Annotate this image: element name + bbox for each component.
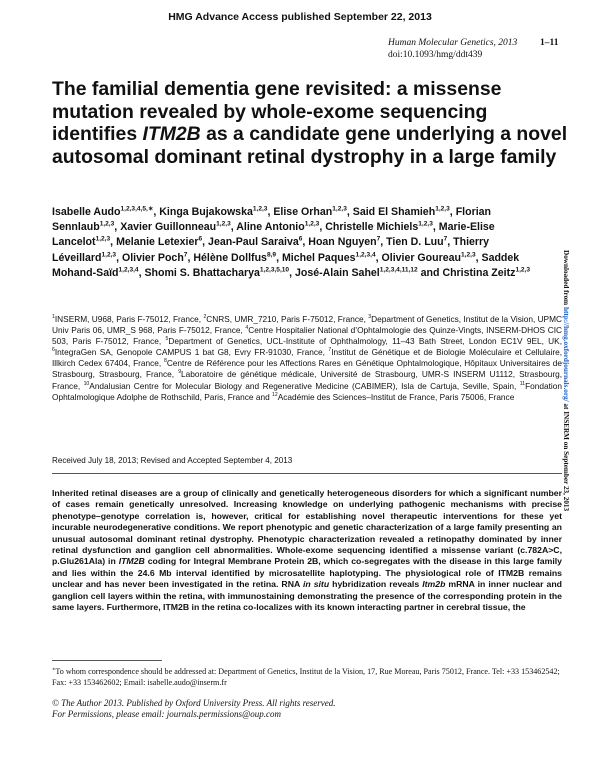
advance-access-banner: HMG Advance Access published September 22, 2013: [168, 11, 432, 23]
author-affiliation-marks: 1,2,3,4: [118, 266, 139, 274]
download-watermark: [558, 250, 570, 560]
author-separator: ,: [380, 236, 387, 249]
journal-citation: Human Molecular Genetics, 2013: [388, 38, 518, 48]
copyright-notice: [52, 698, 562, 720]
author-separator: ,: [432, 221, 439, 234]
abstract-segment: mRNA in inner nuclear and ganglion cell layers within the retina, with immunostaining demonstrating the presence of the corresponding protein in the same layers. Furthermore, ITM2B in the retina co-localizes with its known interacting partner in cerebral tissue, the: [52, 579, 562, 613]
affiliation-number: 3: [368, 314, 372, 321]
author-affiliation-marks: 1,2,3,4,5,∗: [120, 205, 154, 213]
correspondence-footnote: [52, 667, 562, 688]
author-separator: ,: [138, 266, 145, 279]
affiliation-number: 12: [272, 391, 278, 398]
author-name: Tien D. Luu: [386, 236, 444, 249]
author-affiliation-marks: 1,2,3,4: [355, 251, 376, 259]
abstract-italic-term: ITM2B: [118, 556, 145, 567]
author-name: Christina Zeitz: [442, 266, 516, 279]
author-separator: ,: [375, 251, 382, 264]
author-affiliation-marks: 1,2,3: [304, 220, 320, 228]
author-separator: ,: [346, 206, 353, 218]
abstract-divider: [52, 473, 562, 474]
author-separator: ,: [116, 251, 122, 264]
doi[interactable]: doi:10.1093/hmg/ddt439: [388, 50, 483, 60]
author-separator: ,: [276, 251, 282, 264]
author-separator: ,: [475, 251, 482, 264]
author-name: Olivier Poch: [121, 251, 184, 264]
article-title: [52, 78, 572, 168]
author-affiliation-marks: 1,2,3,4,11,12: [379, 266, 418, 274]
affiliation-number: 2: [203, 314, 207, 321]
copyright-line: © The Author 2013. Published by Oxford University Press. All rights reserved.: [52, 698, 336, 708]
permissions-line[interactable]: For Permissions, please email: journals.permissions@oup.com: [52, 709, 282, 720]
author-separator: ,: [110, 236, 117, 249]
affiliations-block: [52, 314, 562, 403]
abstract-segment: hybridization reveals: [329, 579, 423, 590]
affiliation-number: 5: [165, 336, 169, 343]
author-affiliation-marks: 1,2,3: [418, 220, 433, 228]
affiliation-text: Académie des Sciences–Institut de France, Paris 75006, France: [277, 391, 515, 402]
affiliation-text: Department of Genetics, UCL-Institute of Ophthalmology, 11–43 Bath Street, London EC1V 9EL, UK,: [168, 336, 562, 347]
author-name: Michel Paques: [281, 251, 356, 264]
author-name: Hoan Nguyen: [308, 236, 377, 249]
author-separator: and: [417, 266, 443, 279]
author-separator: ,: [319, 221, 326, 234]
author-name: Hélène Dollfus: [193, 251, 267, 264]
affiliation-number: 1: [52, 314, 55, 321]
footnote-text: To whom correspondence should be addressed at: Department of Genetics, Institut de la Vision, 17, Rue Moreau, Paris 75012, France. Tel: +33 153462542; Fax: +33 153462602; Email: isabelle.audo@inserm.fr: [52, 667, 560, 687]
affiliation-text: INSERM, U968, Paris F-75012, France,: [54, 314, 204, 324]
author-name: Kinga Bujakowska: [159, 206, 253, 218]
author-affiliation-marks: 1,2,3,5,10: [259, 266, 290, 274]
affiliation-number: 4: [245, 325, 249, 332]
author-affiliation-marks: 1,2,3: [216, 220, 231, 228]
author-name: Olivier Goureau: [381, 251, 461, 264]
author-separator: ,: [449, 206, 456, 218]
affiliation-number: 9: [178, 369, 182, 376]
author-affiliation-marks: 1,2,3: [435, 205, 450, 213]
affiliation-text: Centre Hospitalier National d’Ophtalmologie des Quinze-Vingts, INSERM-DHOS CIC 503, Paris F-75012, France,: [52, 325, 562, 347]
author-affiliation-marks: 1,2,3: [515, 266, 531, 274]
author-affiliation-marks: 1,2,3: [95, 235, 111, 243]
affiliation-text: Laboratoire de génétique médicale, Université de Strasbourg, UMR-S INSERM U1112, Strasbourg, France,: [52, 369, 562, 391]
author-affiliation-marks: 6: [298, 235, 303, 243]
author-affiliation-marks: 1,2,3: [99, 220, 115, 228]
author-separator: ,: [302, 236, 309, 249]
affiliation-text: Andalusian Centre for Molecular Biology and Regenerative Medicine (CABIMER), Isla de Cartuja, Seville, Spain,: [89, 380, 520, 391]
affiliation-number: 8: [163, 358, 167, 365]
author-separator: ,: [289, 266, 295, 279]
download-suffix: at INSERM on September 23, 2013: [562, 401, 570, 512]
author-affiliation-marks: 1,2,3: [101, 251, 117, 259]
author-separator: ,: [202, 236, 209, 249]
affiliation-number: 10: [83, 380, 90, 387]
download-prefix: Downloaded from: [562, 250, 570, 307]
author-separator: ,: [447, 236, 454, 249]
abstract-text: [52, 488, 562, 613]
author-name: Florian Sennlaub: [52, 206, 492, 234]
author-separator: ,: [114, 221, 121, 234]
affiliation-number: 6: [52, 347, 55, 354]
author-affiliation-marks: 6: [198, 235, 203, 243]
author-affiliation-marks: 1,2,3: [332, 205, 347, 213]
footnote-mark: ∗: [52, 667, 56, 673]
affiliation-number: 11: [519, 380, 526, 387]
page-range: 1–11: [540, 38, 559, 48]
author-name: Jean-Paul Saraiva: [208, 236, 299, 249]
author-list: [52, 205, 552, 281]
abstract-segment: coding for Integral Membrane Protein 2B, which co-segregates with the disease in this large family and lies within the 24.6 Mb interval identified by microsatellite haplotyping. The physiological role of ITM2B remains unclear and has never been investigated in the retina. RNA: [52, 556, 562, 590]
author-separator: ,: [187, 251, 194, 264]
author-affiliation-marks: 1,2,3: [461, 251, 476, 259]
author-name: Marie-Elise Lancelot: [52, 221, 495, 249]
abstract-italic-term: Itm2b: [422, 579, 446, 590]
author-name: José-Alain Sahel: [294, 266, 380, 279]
footnote-divider: [52, 660, 162, 661]
author-affiliation-marks: 7: [443, 235, 448, 243]
title-part-1: The familial dementia gene revisited: a missense mutation revealed by whole-exome sequencing identifies: [52, 78, 502, 146]
title-part-2: as a candidate gene underlying a novel autosomal dominant retinal dystrophy in a large family: [52, 123, 568, 168]
affiliation-number: 7: [328, 347, 332, 354]
author-separator: ,: [267, 206, 274, 218]
received-dates: Received July 18, 2013; Revised and Accepted September 4, 2013: [52, 456, 293, 465]
author-name: Elise Orhan: [273, 206, 333, 218]
affiliation-text: Centre de Référence pour les Affections Rares en Génétique Ophtalmologique, Hôpitaux Universitaires de Strasbourg, Strasbourg, France,: [52, 358, 563, 380]
author-name: Aline Antonio: [236, 221, 305, 234]
abstract-italic-term: in situ: [302, 579, 330, 590]
author-affiliation-marks: 1,2,3: [252, 205, 268, 213]
author-name: Thierry Léveillard: [52, 236, 490, 264]
author-name: Xavier Guillonneau: [120, 221, 217, 234]
author-separator: ,: [153, 206, 160, 218]
author-name: Shomi S. Bhattacharya: [144, 266, 260, 279]
affiliation-text: Institut de Génétique et de Biologie Moléculaire et Cellulaire, Illkirch Cedex 67404, France,: [52, 347, 562, 369]
author-name: Saddek Mohand-Saïd: [52, 251, 520, 279]
abstract-segment: Inherited retinal diseases are a group of clinically and genetically heterogeneous disorders for which a significant number of cases remain genetically unresolved. Increasing knowledge on underlying pathogenic mechanisms with precise phenotype–genotype correlation is, however, critical for establishing novel therapeutic interventions for these yet incurable neurodegenerative conditions. We report phenotypic and genetic characterization of a large family presenting an unusual autosomal dominant retinal dystrophy. Phenotypic characterization revealed a retinopathy dominated by inner retinal dysfunction and ganglion cell abnormalities. Whole-exome sequencing identified a missense variant (c.782A>C, p.Glu261Ala) in: [52, 488, 562, 567]
author-name: Isabelle Audo: [52, 206, 121, 218]
author-affiliation-marks: 8,9: [266, 251, 277, 259]
affiliation-text: IntegraGen SA, Genopole CAMPUS 1 bat G8, Evry FR-91030, France,: [54, 347, 329, 358]
author-name: Christelle Michiels: [325, 221, 419, 234]
affiliation-text: CNRS, UMR_7210, Paris F-75012, France,: [206, 314, 369, 324]
author-name: Said El Shamieh: [352, 206, 436, 218]
author-separator: ,: [230, 221, 237, 234]
author-affiliation-marks: 7: [376, 235, 381, 243]
author-name: Melanie Letexier: [116, 236, 199, 249]
journal-site-link[interactable]: http://hmg.oxfordjournals.org/: [562, 306, 570, 402]
author-affiliation-marks: 7: [183, 251, 188, 259]
title-gene-name: ITM2B: [142, 123, 201, 146]
affiliation-text: Fondation Ophtalmologique Adolphe de Rothschild, Paris, France and: [52, 380, 562, 402]
affiliation-text: Department of Genetics, Institut de la Vision, UPMC Univ Paris 06, UMR_S 968, Paris F-75012, France,: [52, 314, 562, 336]
